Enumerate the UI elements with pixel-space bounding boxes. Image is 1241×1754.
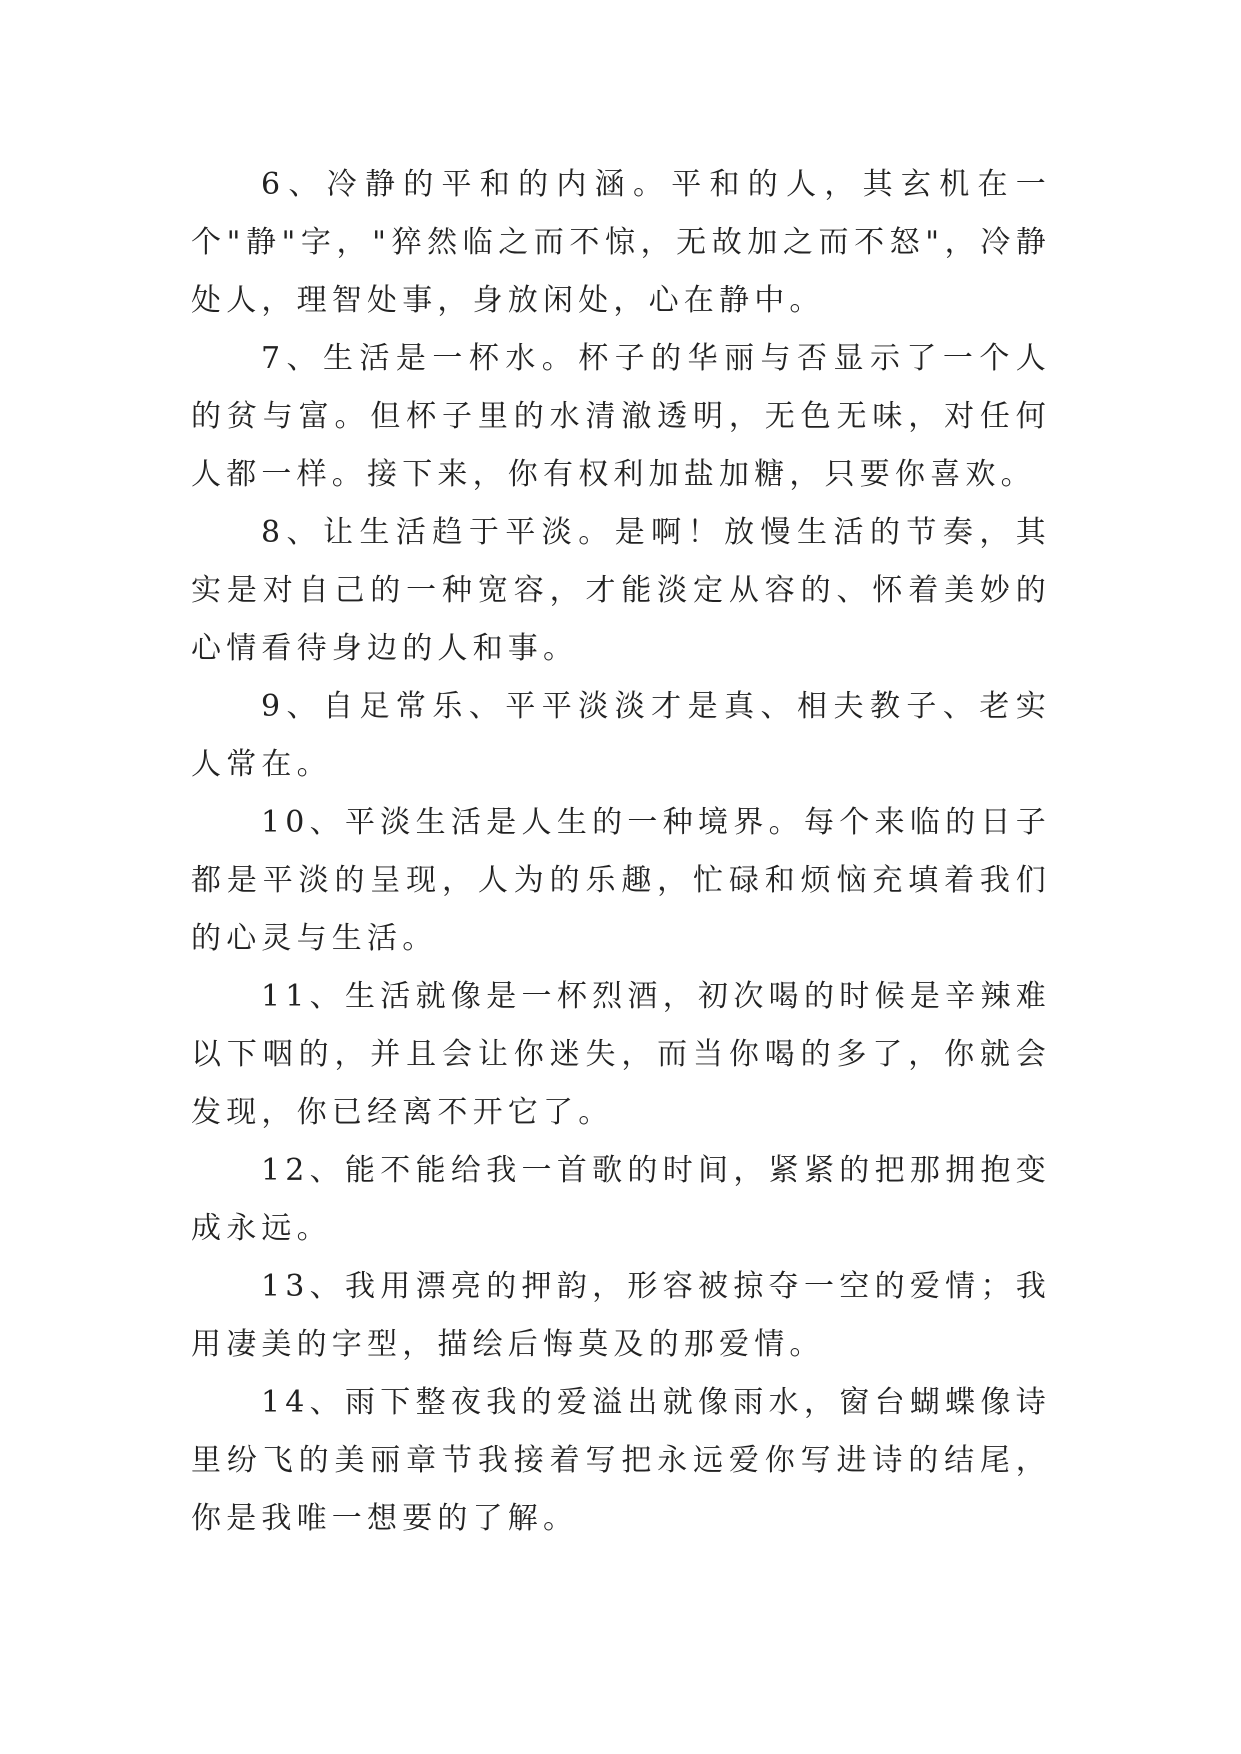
paragraph-14: 14、雨下整夜我的爱溢出就像雨水，窗台蝴蝶像诗里纷飞的美丽章节我接着写把永远爱你写进诗的结尾，你是我唯一想要的了解。	[191, 1385, 1051, 1536]
paragraph-13: 13、我用漂亮的押韵，形容被掠夺一空的爱情；我用凄美的字型，描绘后悔莫及的那爱情。	[191, 1269, 1051, 1362]
paragraph-11: 11、生活就像是一杯烈酒，初次喝的时候是辛辣难以下咽的，并且会让你迷失，而当你喝的多了，你就会发现，你已经离不开它了。	[191, 979, 1051, 1130]
paragraph-9: 9、自足常乐、平平淡淡才是真、相夫教子、老实人常在。	[191, 689, 1051, 782]
paragraph-6: 6、冷静的平和的内涵。平和的人，其玄机在一个"静"字，"猝然临之而不惊，无故加之而不怒"，冷静处人，理智处事，身放闲处，心在静中。	[191, 167, 1051, 318]
document-body	[191, 156, 1051, 1548]
paragraph-12: 12、能不能给我一首歌的时间，紧紧的把那拥抱变成永远。	[191, 1153, 1051, 1246]
paragraph-7: 7、生活是一杯水。杯子的华丽与否显示了一个人的贫与富。但杯子里的水清澈透明，无色无味，对任何人都一样。接下来，你有权利加盐加糖，只要你喜欢。	[191, 341, 1051, 492]
paragraph-8: 8、让生活趋于平淡。是啊！放慢生活的节奏，其实是对自己的一种宽容，才能淡定从容的、怀着美妙的心情看待身边的人和事。	[191, 515, 1051, 666]
paragraph-10: 10、平淡生活是人生的一种境界。每个来临的日子都是平淡的呈现，人为的乐趣，忙碌和烦恼充填着我们的心灵与生活。	[191, 805, 1051, 956]
